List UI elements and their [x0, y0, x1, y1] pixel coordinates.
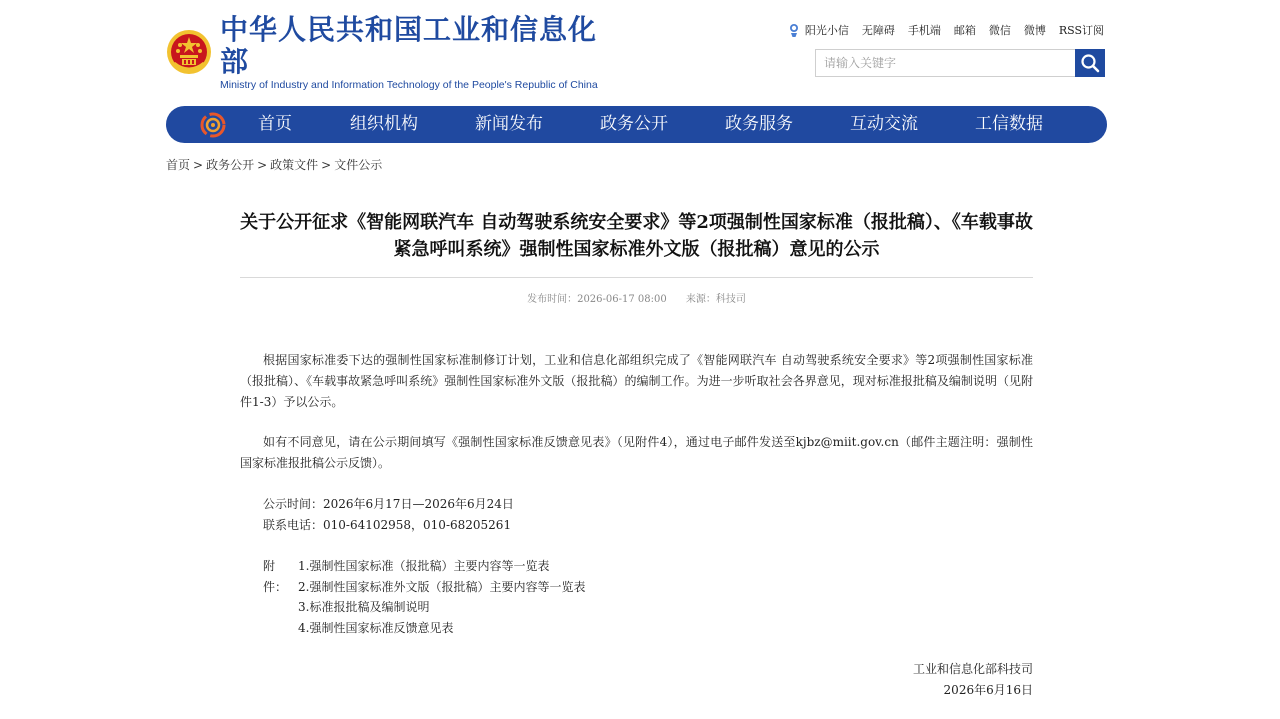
nav-government-affairs[interactable]: 政务公开 [600, 114, 668, 134]
notice-period: 公示时间：2026年6月17日—2026年6月24日 [263, 497, 514, 511]
top-link-weibo[interactable]: 微博 [1023, 24, 1046, 37]
top-link-wechat[interactable]: 微信 [988, 24, 1011, 37]
nav-government-services[interactable]: 政务服务 [725, 114, 793, 134]
breadcrumb-file-notice[interactable]: 文件公示 [334, 158, 383, 172]
article-source: 来源：科技司 [685, 294, 746, 305]
signature-org: 工业和信息化部科技司 [912, 662, 1033, 676]
breadcrumb: 首页 > 政务公开 > 政策文件 > 文件公示 [166, 158, 383, 172]
top-link-email[interactable]: 邮箱 [953, 24, 976, 37]
sun-mascot-icon [787, 23, 801, 37]
search-input[interactable] [816, 50, 1084, 76]
nav-organization[interactable]: 组织机构 [350, 114, 418, 134]
top-link-accessibility[interactable]: 无障碍 [861, 24, 895, 37]
national-emblem-icon [166, 29, 212, 75]
breadcrumb-policy-documents[interactable]: 政策文件 [270, 158, 319, 172]
article-paragraph: 如有不同意见，请在公示期间填写《强制性国家标准反馈意见表》（见附件4），通过电子邮件发送至kjbz@miit.gov.cn（邮件主题注明：强制性国家标准报批稿公示反馈）。 [240, 435, 1033, 470]
breadcrumb-home[interactable]: 首页 [166, 158, 191, 172]
top-link-sunshine[interactable] [787, 22, 849, 38]
title-divider [240, 277, 1033, 278]
top-link-rss[interactable]: RSS订阅 [1058, 24, 1104, 37]
nav-news[interactable]: 新闻发布 [475, 114, 543, 134]
article-title: 关于公开征求《智能网联汽车 自动驾驶系统安全要求》等2项强制性国家标准（报批稿）、《车载事故紧急呼叫系统》强制性国家标准外文版（报批稿）意见的公示 [240, 212, 1033, 260]
logo-english-name: Ministry of Industry and Information Technology of the People's Republic of China [220, 78, 598, 91]
logo-chinese-name: 中华人民共和国工业和信息化部 [220, 12, 598, 78]
breadcrumb-government-affairs[interactable]: 政务公开 [206, 158, 255, 172]
attachments-list [263, 556, 585, 638]
top-links [787, 22, 1104, 38]
nav-home[interactable]: 首页 [258, 114, 292, 134]
contact-phone: 联系电话：010-64102958，010-68205261 [263, 518, 512, 532]
nav-data[interactable]: 工信数据 [975, 114, 1043, 134]
search-icon [1080, 53, 1100, 73]
attachment-link[interactable]: 4.强制性国家标准反馈意见表 [298, 620, 454, 635]
attachment-link[interactable]: 2.强制性国家标准外文版（报批稿）主要内容等一览表 [298, 579, 586, 594]
signature-date: 2026年6月16日 [943, 683, 1033, 697]
top-link-label: 阳光小信 [804, 24, 849, 37]
main-nav [166, 106, 1107, 143]
nav-interaction[interactable]: 互动交流 [850, 114, 918, 134]
site-logo[interactable] [166, 12, 606, 91]
attachment-link[interactable]: 1.强制性国家标准（报批稿）主要内容等一览表 [298, 559, 550, 573]
search-box [815, 49, 1105, 77]
attachments-label: 附件： [263, 559, 288, 594]
article-meta [240, 290, 1033, 305]
publish-time: 发布时间：2026-06-17 08:00 [527, 294, 667, 305]
article-paragraph: 根据国家标准委下达的强制性国家标准制修订计划，工业和信息化部组织完成了《智能网联汽车 自动驾驶系统安全要求》等2项强制性国家标准（报批稿）、《车载事故紧急呼叫系统》强制性国家标准外文版（报批稿）的编制工作。为进一步听取社会各界意见，现对标准报批稿及编制说明（见附件1-3）予以公示。 [240, 353, 1033, 409]
search-button[interactable] [1075, 49, 1105, 77]
nav-logo-icon [200, 112, 226, 138]
attachment-link[interactable]: 3.标准报批稿及编制说明 [298, 600, 430, 614]
top-link-mobile[interactable]: 手机端 [907, 24, 941, 37]
